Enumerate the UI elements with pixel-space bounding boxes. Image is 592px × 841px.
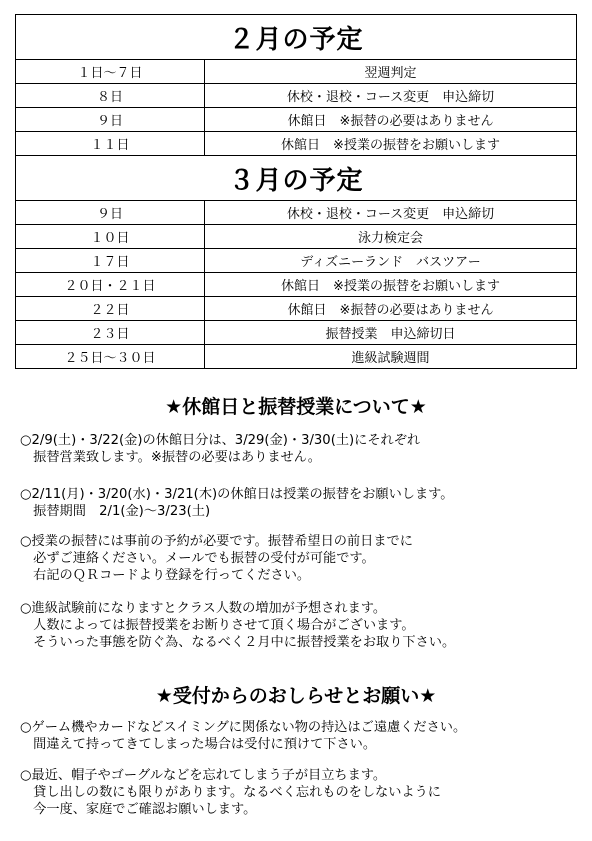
schedule-date: １日～７日 (16, 60, 205, 83)
notice-paragraph (20, 600, 580, 651)
schedule-event: 振替授業 申込締切日 (325, 327, 456, 342)
schedule-event: 進級試験週間 (351, 351, 430, 366)
schedule-date: ９日 (16, 201, 205, 224)
schedule-event: ディズニーランド バスツアー (300, 255, 481, 270)
schedule-row (16, 108, 576, 132)
notice-line: ○ゲーム機やカードなどスイミングに関係ない物の持込はご遠慮ください。 (20, 720, 467, 735)
schedule-event: 翌週判定 (364, 66, 417, 81)
notice-line: ○進級試験前になりますとクラス人数の増加が予想されます。 (20, 601, 387, 616)
schedule-event: 休館日 ※振替の必要はありません (287, 114, 494, 129)
schedule-row (16, 60, 576, 84)
schedule-table (15, 14, 577, 369)
notice-line: 間違えて持ってきてしまった場合は受付に預けて下さい。 (20, 737, 377, 752)
schedule-row (16, 225, 576, 249)
schedule-row (16, 201, 576, 225)
schedule-date: ８日 (16, 84, 205, 107)
notice-line: 振替営業致します。※振替の必要はありません。 (20, 450, 321, 465)
schedule-row (16, 321, 576, 345)
notice-paragraph (20, 719, 580, 753)
schedule-event: 休校・退校・コース変更 申込締切 (286, 207, 495, 222)
schedule-event: 休館日 ※授業の振替をお願いします (281, 138, 500, 153)
schedule-row (16, 132, 576, 156)
notice-paragraph (20, 432, 580, 466)
section1-heading: ★休館日と振替授業について★ (165, 396, 427, 418)
notice-line: そういった事態を防ぐ為、なるべく２月中に振替授業をお取り下さい。 (20, 635, 456, 650)
notice-paragraph (20, 767, 580, 818)
schedule-date: ９日 (16, 108, 205, 131)
schedule-date: ２３日 (16, 321, 205, 344)
schedule-event: 休館日 ※授業の振替をお願いします (281, 279, 500, 294)
march-title: ３月の予定 (16, 156, 576, 201)
notice-line: ○最近、帽子やゴーグルなどを忘れてしまう子が目立ちます。 (20, 768, 387, 783)
notice-line: ○2/11(月)・3/20(水)・3/21(木)の休館日は授業の振替をお願いします。 (20, 487, 454, 502)
schedule-event: 休校・退校・コース変更 申込締切 (286, 90, 495, 105)
february-title: ２月の予定 (16, 15, 576, 60)
notice-line: ○2/9(土)・3/22(金)の休館日分は、3/29(金)・3/30(土)にそれぞれ (20, 433, 421, 448)
schedule-row (16, 297, 576, 321)
notice-paragraph (20, 486, 580, 520)
notice-line: 振替期間 2/1(金)～3/23(土) (20, 504, 211, 519)
notice-line: 必ずご連絡ください。メールでも振替の受付が可能です。 (20, 551, 375, 566)
notice-line: 貸し出しの数にも限りがあります。なるべく忘れものをしないように (20, 785, 441, 800)
schedule-row (16, 249, 576, 273)
notice-paragraph (20, 533, 580, 584)
schedule-date: ２０日・２１日 (16, 273, 205, 296)
march-rows (16, 201, 576, 368)
notice-line: 今一度、家庭でご確認お願いします。 (20, 802, 257, 817)
schedule-date: １１日 (16, 132, 205, 155)
section2-heading: ★受付からのおしらせとお願い★ (155, 685, 437, 707)
schedule-row (16, 273, 576, 297)
schedule-date: ２５日～３０日 (16, 345, 205, 368)
schedule-event: 泳力検定会 (357, 231, 423, 246)
schedule-date: １０日 (16, 225, 205, 248)
notice-line: 右記のＱＲコードより登録を行ってください。 (20, 568, 311, 583)
schedule-row (16, 345, 576, 368)
schedule-date: ２２日 (16, 297, 205, 320)
february-rows (16, 60, 576, 156)
notice-line: ○授業の振替には事前の予約が必要です。振替希望日の前日までに (20, 534, 413, 549)
schedule-row (16, 84, 576, 108)
schedule-event: 休館日 ※振替の必要はありません (287, 303, 494, 318)
notice-line: 人数によっては振替授業をお断りさせて頂く場合がございます。 (20, 618, 415, 633)
schedule-date: １７日 (16, 249, 205, 272)
